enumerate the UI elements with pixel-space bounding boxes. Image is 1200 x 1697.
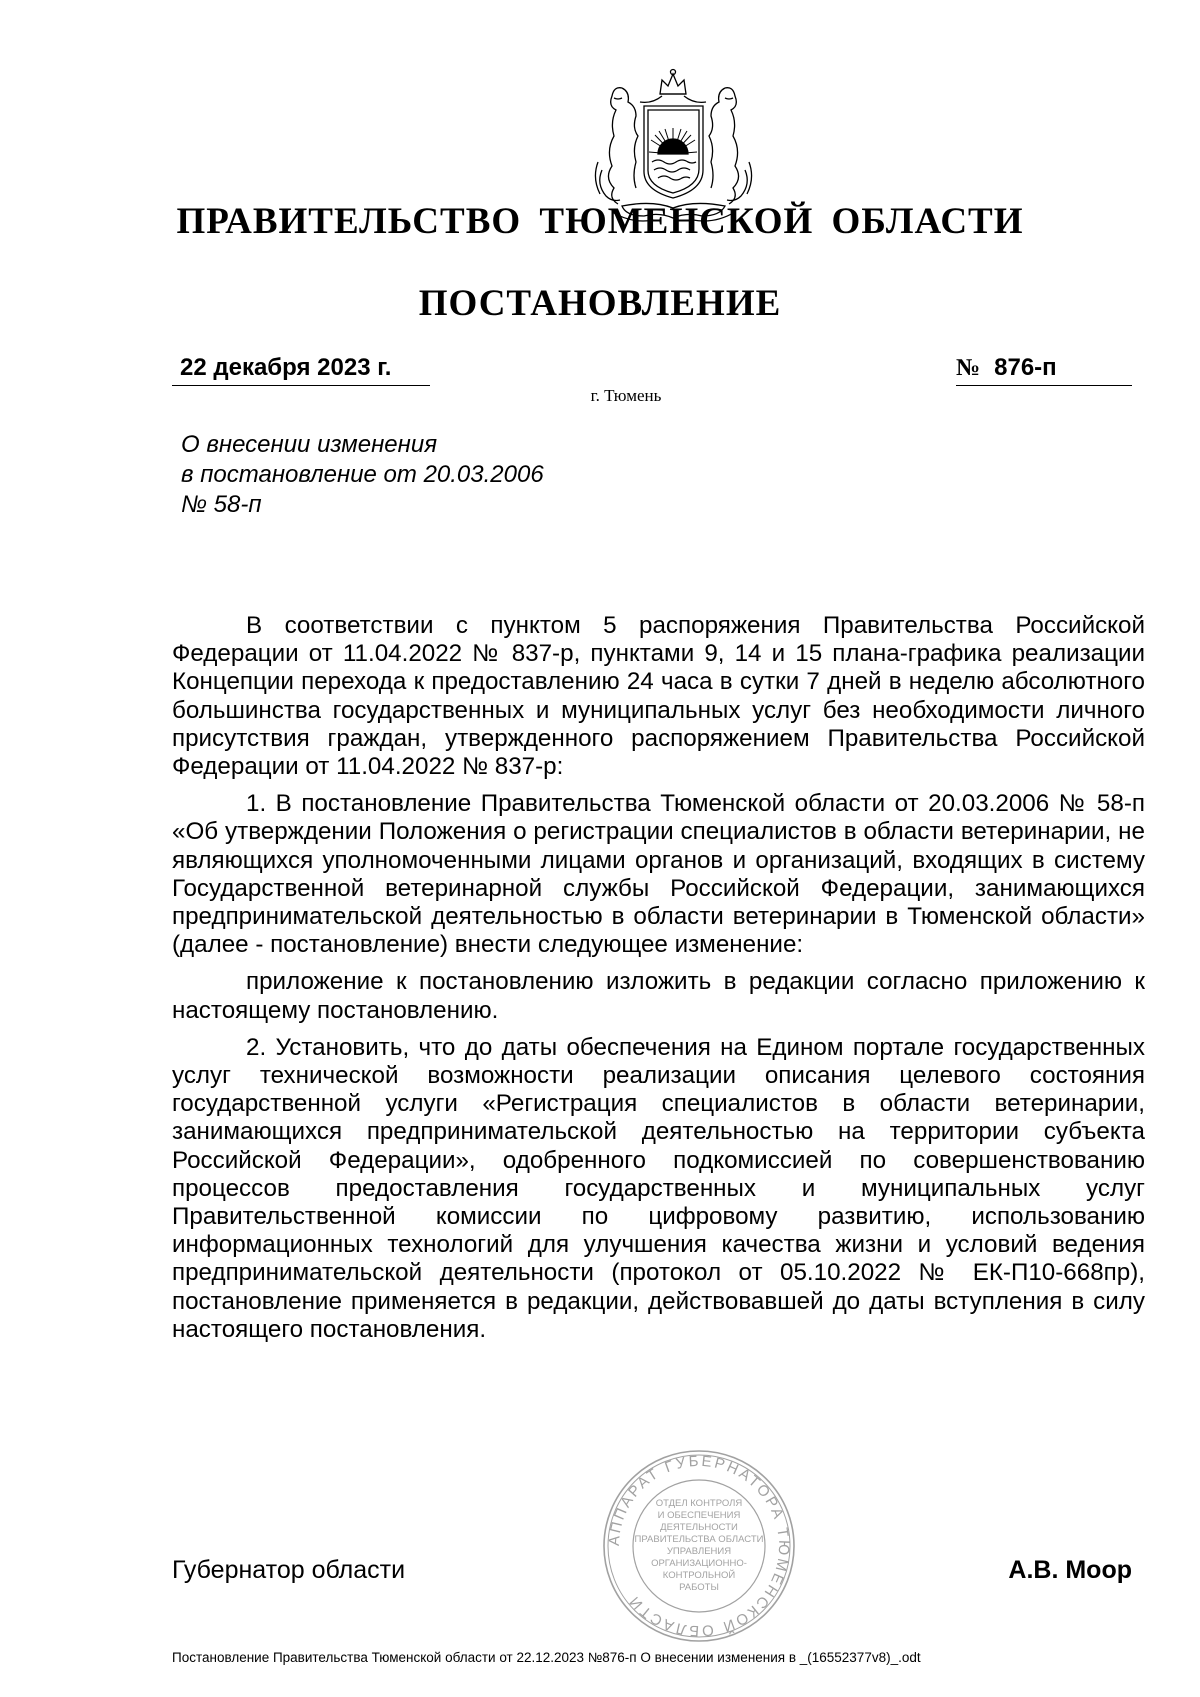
body-paragraph: 1. В постановление Правительства Тюменской области от 20.03.2006 № 58-п «Об утверждении Положения о регистрации специалистов в области ветеринарии, не являющихся уполномоченными лицами органов и организаций, входящих в систему Государственной ветеринарной службы Российской Федерации, занимающихся предпринимательской деятельностью в области ветеринарии в Тюменской области» (далее - постановление) внести следующее изменение: [172, 790, 1145, 959]
stamp-inner-line: ДЕЯТЕЛЬНОСТИ [660, 1522, 738, 1533]
signer-name: А.В. Моор [1008, 1556, 1132, 1584]
subject-line: в постановление от 20.03.2006 [181, 461, 544, 488]
stamp-inner-line: ОТДЕЛ КОНТРОЛЯ [655, 1498, 743, 1509]
stamp-outer-text: АППАРАТ ГУБЕРНАТОРА ТЮМЕНСКОЙ ОБЛАСТИ [605, 1452, 793, 1640]
city: г. Тюмень [590, 386, 662, 405]
document-footer: Постановление Правительства Тюменской области от 22.12.2023 №876-п О внесении изменения в _(16552377v8)_.odt [172, 1650, 921, 1665]
official-stamp [601, 1448, 797, 1644]
document-number: 876-п [994, 354, 1057, 381]
government-title: ПРАВИТЕЛЬСТВО ТЮМЕНСКОЙ ОБЛАСТИ [176, 201, 1024, 242]
body-paragraph: приложение к постановлению изложить в редакции согласно приложению к настоящему постановлению. [172, 968, 1145, 1024]
stamp-inner-line: КОНТРОЛЬНОЙ [662, 1570, 736, 1581]
document-subject [181, 430, 701, 520]
document-date: 22 декабря 2023 г. [172, 354, 430, 386]
subject-line: № 58-п [181, 491, 262, 518]
stamp-inner-line: ОРГАНИЗАЦИОННО- [651, 1558, 747, 1569]
stamp-inner-line: ПРАВИТЕЛЬСТВА ОБЛАСТИ [634, 1534, 764, 1545]
number-sign: № [956, 355, 981, 381]
body-paragraph: В соответствии с пунктом 5 распоряжения Правительства Российской Федерации от 11.04.2022 № 837-р, пунктами 9, 14 и 15 плана-графика реализации Концепции перехода к предоставлению 24 часа в сутки 7 дней в неделю абсолютного большинства государственных и муниципальных услуг без необходимости личного присутствия граждан, утвержденного распоряжением Правительства Российской Федерации от 11.04.2022 № 837-р: [172, 612, 1145, 781]
signer-position: Губернатор области [172, 1556, 406, 1584]
stamp-inner-line: УПРАВЛЕНИЯ [666, 1546, 732, 1557]
body-paragraph: 2. Установить, что до даты обеспечения на Едином портале государственных услуг технической возможности реализации описания целевого состояния государственной услуги «Регистрация специалистов в области ветеринарии, занимающихся предпринимательской деятельностью на территории субъекта Российской Федерации», одобренного подкомиссией по совершенствованию процессов предоставления государственных и муниципальных услуг Правительственной комиссии по цифровому развитию, использованию информационных технологий для улучшения качества жизни и условий ведения предпринимательской деятельности (протокол от 05.10.2022 № ЕК-П10-668пр), постановление применяется в редакции, действовавшей до даты вступления в силу настоящего постановления. [172, 1033, 1145, 1343]
document-number-field [956, 354, 1132, 386]
stamp-inner-line: РАБОТЫ [679, 1582, 719, 1593]
subject-line: О внесении изменения [181, 431, 438, 458]
document-type: ПОСТАНОВЛЕНИЕ [418, 283, 782, 324]
document-body [172, 612, 1145, 1344]
stamp-inner-line: И ОБЕСПЕЧЕНИЯ [657, 1510, 741, 1521]
